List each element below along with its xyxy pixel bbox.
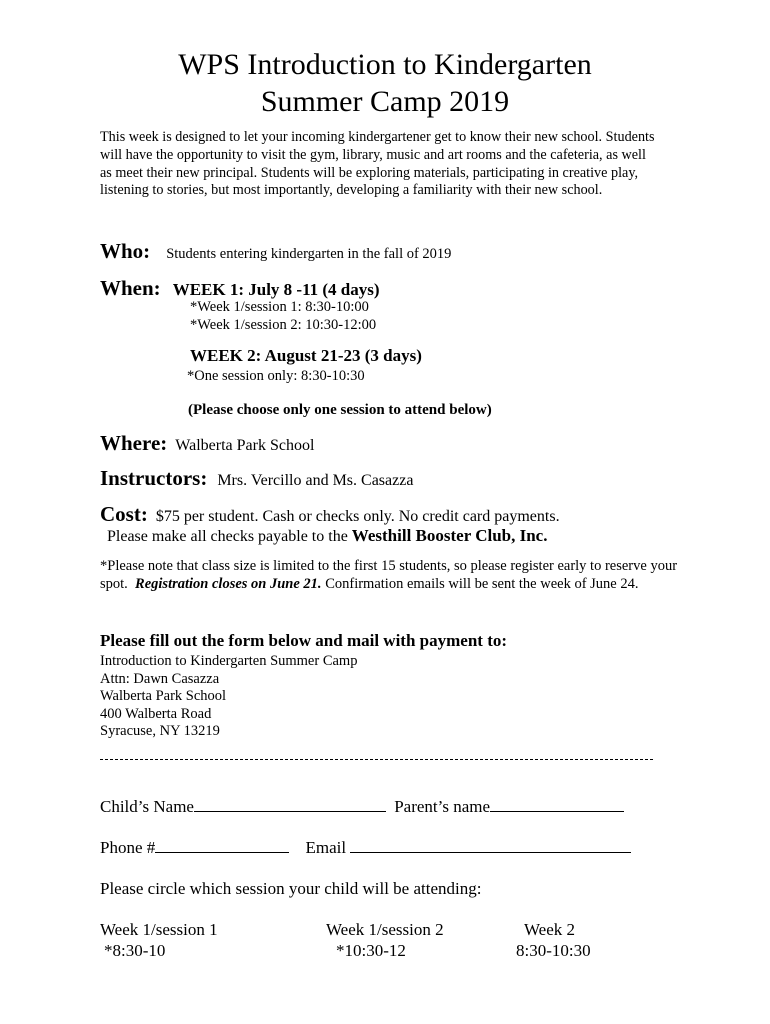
- cut-line-divider: [100, 759, 653, 760]
- cost-row: [100, 502, 560, 527]
- contact-fields-row: [100, 838, 631, 858]
- week1-heading: WEEK 1: July 8 -11 (4 days): [172, 280, 380, 299]
- session-option-time[interactable]: 8:30-10:30: [516, 941, 591, 960]
- week1-session1: *Week 1/session 1: 8:30-10:00: [190, 299, 369, 315]
- payee-name: Westhill Booster Club, Inc.: [351, 526, 548, 545]
- who-text: Students entering kindergarten in the fall of 2019: [166, 246, 452, 262]
- child-name-field[interactable]: [194, 797, 386, 812]
- phone-field[interactable]: [155, 838, 289, 853]
- cost-text: $75 per student. Cash or checks only. No credit card payments.: [155, 508, 560, 525]
- when-label: When:: [100, 276, 161, 300]
- session-option-time[interactable]: *8:30-10: [104, 941, 166, 960]
- week1-session2: *Week 1/session 2: 10:30-12:00: [190, 317, 377, 333]
- registration-deadline: Registration closes on June 21.: [135, 576, 322, 592]
- name-fields-row: [100, 797, 624, 817]
- child-name-label: Child’s Name: [100, 797, 194, 816]
- parent-name-field[interactable]: [490, 797, 624, 812]
- page-title-line2: Summer Camp 2019: [260, 85, 510, 118]
- week2-session: *One session only: 8:30-10:30: [187, 368, 365, 384]
- email-label: Email: [305, 838, 347, 857]
- week2-heading: WEEK 2: August 21-23 (3 days): [190, 346, 422, 365]
- address-line: Introduction to Kindergarten Summer Camp: [100, 653, 358, 669]
- who-label: Who:: [100, 239, 151, 263]
- page-title-line1: WPS Introduction to Kindergarten: [178, 48, 592, 81]
- instructors-row: [100, 466, 413, 491]
- where-label: Where:: [100, 431, 168, 455]
- who-row: [100, 239, 451, 264]
- checks-row: [107, 526, 547, 546]
- cost-label: Cost:: [100, 502, 148, 526]
- note-part1: *Please note that class size is limited to the first 15 students, so please register early to reserve your spot.: [100, 558, 678, 592]
- session-option-time[interactable]: *10:30-12: [336, 941, 406, 960]
- session-option-name[interactable]: Week 2: [524, 920, 576, 939]
- phone-label: Phone #: [100, 838, 156, 857]
- address-line: 400 Walberta Road: [100, 706, 212, 722]
- intro-paragraph: This week is designed to let your incoming kindergartener get to know their new school. Students will have the opportunity to visit the gym, library, music and art rooms and the cafeteria, as well as meet their new principal. Students will be exploring materials, participating in creative play, listening to stories, but most importantly, developing a familiarity with their new school.: [100, 129, 655, 199]
- email-field[interactable]: [350, 838, 631, 853]
- parent-name-label: Parent’s name: [394, 797, 491, 816]
- instructors-label: Instructors:: [100, 466, 208, 490]
- instructors-text: Mrs. Vercillo and Ms. Casazza: [217, 472, 414, 489]
- address-line: Attn: Dawn Casazza: [100, 671, 220, 687]
- where-text: Walberta Park School: [175, 437, 315, 454]
- address-line: Walberta Park School: [100, 688, 227, 704]
- when-row: [100, 276, 380, 301]
- where-row: [100, 431, 314, 456]
- circle-session-prompt: Please circle which session your child will be attending:: [100, 879, 482, 898]
- note-part2: Confirmation emails will be sent the week of June 24.: [325, 576, 639, 592]
- address-line: Syracuse, NY 13219: [100, 723, 220, 739]
- mail-heading: Please fill out the form below and mail with payment to:: [100, 631, 508, 650]
- session-option-name[interactable]: Week 1/session 2: [326, 920, 444, 939]
- session-option-name[interactable]: Week 1/session 1: [100, 920, 218, 939]
- class-size-note: [100, 557, 680, 593]
- choose-session-note: (Please choose only one session to attend below): [188, 402, 492, 418]
- checks-text: Please make all checks payable to the: [107, 528, 348, 545]
